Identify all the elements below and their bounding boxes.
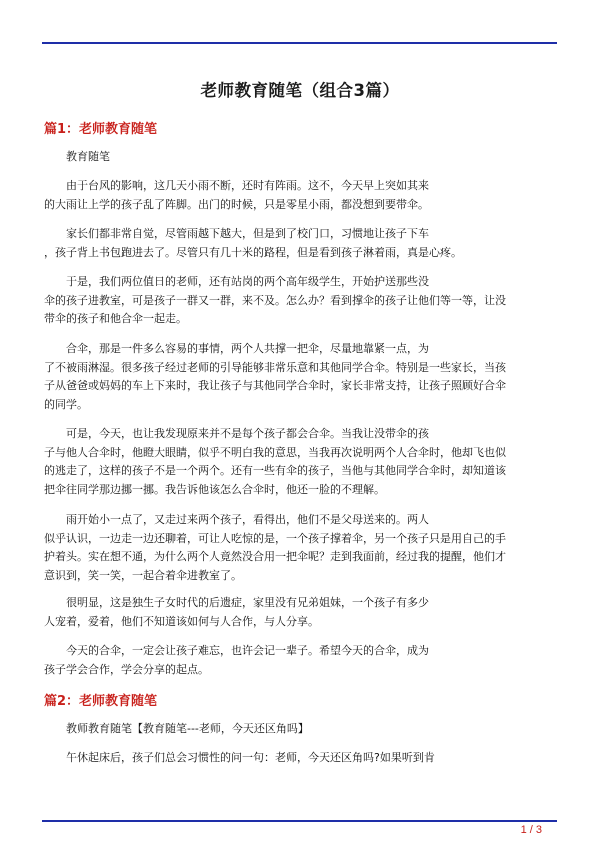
header-rule [42, 42, 557, 44]
paragraph-line: 了不被雨淋湿。很多孩子经过老师的引导能够非常乐意和其他同学合伞。特别是一些家长，当孩 [44, 360, 506, 374]
paragraph-line: 教师教育随笔【教育随笔---老师，今天还区角吗】 [44, 722, 309, 735]
paragraph [44, 340, 559, 414]
paragraph-line: 家长们都非常自觉，尽管雨越下越大，但是到了校门口，习惯地让孩子下车 [44, 227, 429, 240]
paragraph-line: 子从爸爸或妈妈的车上下来时，我让孩子与其他同学合伞时，家长非常支持，让孩子照顾好合伞 [44, 379, 506, 392]
paragraph-line: ，孩子背上书包跑进去了。尽管只有几十米的路程，但是看到孩子淋着雨，真是心疼。 [44, 245, 462, 259]
paragraph-line: 今天的合伞，一定会让孩子难忘，也许会记一辈子。希望今天的合伞，成为 [44, 644, 429, 657]
section-heading-1: 篇1：老师教育随笔 [44, 122, 158, 137]
paragraph [44, 642, 559, 679]
paragraph-line: 带伞的孩子和他合伞一起走。 [44, 312, 187, 325]
paragraph-line: 雨开始小一点了，又走过来两个孩子，看得出，他们不是父母送来的。两人 [44, 513, 429, 526]
paragraph-line: 合伞，那是一件多么容易的事情，两个人共撑一把伞，尽量地靠紧一点，为 [44, 342, 429, 355]
paragraph-line: 午休起床后，孩子们总会习惯性的问一句：老师，今天还区角吗?如果听到肯 [44, 751, 435, 764]
paragraph-line: 很明显，这是独生子女时代的后遗症，家里没有兄弟姐妹，一个孩子有多少 [44, 596, 429, 609]
paragraph-line: 把伞往同学那边挪一挪。我告诉他该怎么合伞时，他还一脸的不理解。 [44, 482, 385, 496]
paragraph-line: 可是，今天，也让我发现原来并不是每个孩子都会合伞。当我让没带伞的孩 [44, 427, 429, 440]
paragraph [44, 177, 559, 214]
paragraph [44, 225, 559, 262]
paragraph [44, 148, 559, 167]
paragraph-line: 由于台风的影响，这几天小雨不断，还时有阵雨。这不，今天早上突如其来 [44, 179, 429, 192]
paragraph-line: 孩子学会合作，学会分享的起点。 [44, 662, 209, 676]
footer-rule [42, 820, 557, 822]
paragraph-line: 的逃走了，这样的孩子不是一个两个。还有一些有伞的孩子，当他与其他同学合伞时，却知道该 [44, 464, 506, 477]
paragraph [44, 749, 559, 768]
paragraph [44, 273, 559, 329]
paragraph-line: 意识到，笑一笑，一起合着伞进教室了。 [44, 568, 242, 582]
paragraph-line: 教育随笔 [44, 150, 110, 163]
paragraph-line: 的同学。 [44, 397, 88, 411]
paragraph [44, 511, 559, 585]
paragraph-line: 的大雨让上学的孩子乱了阵脚。出门的时候，只是零星小雨，都没想到要带伞。 [44, 197, 429, 211]
paragraph-line: 护着头。实在想不通，为什么两个人竟然没合用一把伞呢？走到我面前，经过我的提醒，他们才 [44, 550, 506, 563]
section-heading-2: 篇2：老师教育随笔 [44, 694, 158, 709]
paragraph [44, 425, 559, 499]
paragraph [44, 594, 559, 631]
paragraph-line: 于是，我们两位值日的老师，还有站岗的两个高年级学生，开始护送那些没 [44, 275, 429, 288]
paragraph-line: 伞的孩子进教室，可是孩子一群又一群，来不及。怎么办？看到撑伞的孩子让他们等一等，让没 [44, 293, 506, 307]
paragraph-line: 子与他人合伞时，他瞪大眼睛，似乎不明白我的意思，当我再次说明两个人合伞时，他却飞也似 [44, 445, 506, 459]
paragraph-line: 人宠着，爱着，他们不知道该如何与人合作，与人分享。 [44, 614, 319, 628]
page-number: 1 / 3 [520, 824, 542, 836]
document-title: 老师教育随笔（组合3篇） [200, 81, 400, 100]
paragraph [44, 720, 559, 739]
paragraph-line: 似乎认识，一边走一边还聊着，可让人吃惊的是，一个孩子撑着伞，另一个孩子只是用自己的手 [44, 531, 506, 545]
